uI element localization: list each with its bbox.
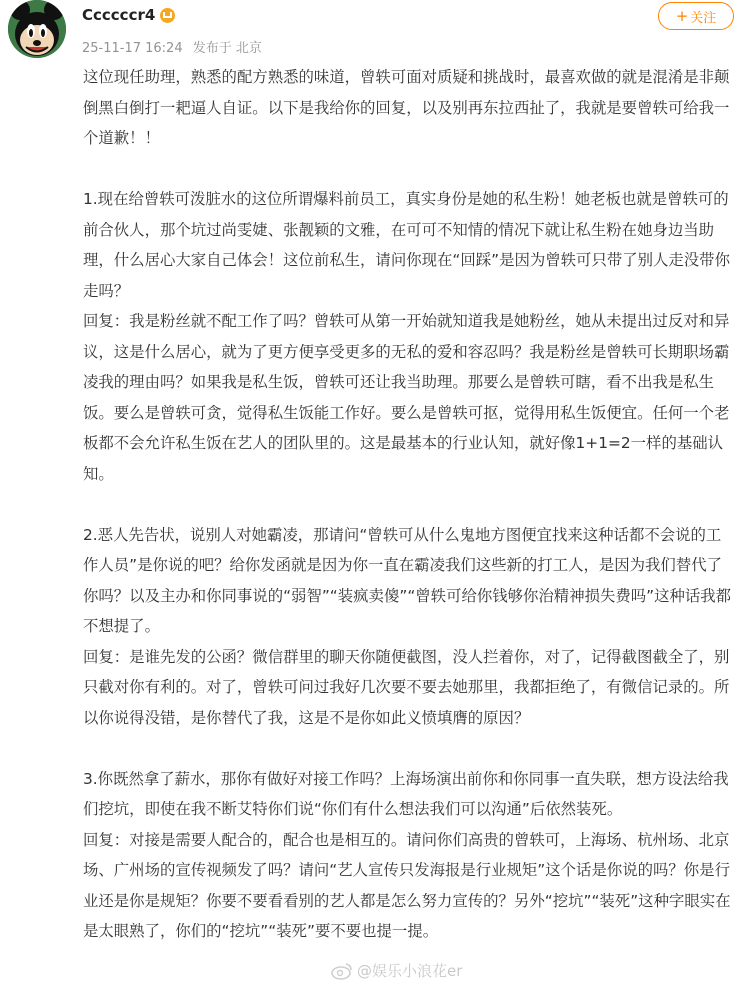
post-content bbox=[83, 62, 735, 947]
plus-icon: + bbox=[675, 7, 689, 25]
post-meta bbox=[82, 37, 268, 56]
post-location: 发布于 北京 bbox=[192, 41, 262, 56]
watermark bbox=[331, 960, 462, 981]
post-date[interactable]: 25-11-17 16:24 bbox=[82, 41, 183, 56]
username[interactable] bbox=[82, 6, 175, 24]
weibo-logo-icon bbox=[331, 962, 353, 980]
paragraph-a3: 回复：对接是需要人配合的，配合也是相互的。请问你们高贵的曾轶可，上海场、杭州场、北京场、广州场的宣传视频发了吗？请问“艺人宣传只发海报是行业规矩”这个话是你说的吗？你是行业还是你是规矩？你要不要看看别的艺人都是怎么努力宣传的？另外“挖坑”“装死”这种字眼实在是太眼熟了，你们的“挖坑”“装死”要不要也提一提。 bbox=[83, 830, 731, 940]
username-text[interactable]: Ccccccr4 bbox=[82, 6, 156, 24]
paragraph-q2: 2.恶人先告状，说别人对她霸凌，那请问“曾轶可从什么鬼地方图便宜找来这种话都不会说的工作人员”是你说的吧？给你发函就是因为你一直在霸凌我们这些新的打工人，是因为我们替代了你吗？以及主办和你同事说的“弱智”“装疯卖傻”“曾轶可给你钱够你治精神损失费吗”这种话我都不想提了。 bbox=[83, 525, 732, 635]
paragraph-a2: 回复：是谁先发的公函？微信群里的聊天你随便截图，没人拦着你，对了，记得截图截全了，别只截对你有利的。对了，曾轶可问过我好几次要不要去她那里，我都拒绝了，有微信记录的。所以你说得没错，是你替代了我，这是不是你如此义愤填膺的原因？ bbox=[83, 647, 730, 727]
vip-badge-icon bbox=[160, 8, 175, 23]
paragraph-spacer bbox=[83, 733, 735, 764]
paragraph-q3: 3.你既然拿了薪水，那你有做好对接工作吗？上海场演出前你和你同事一直失联，想方设法给我们挖坑，即使在我不断艾特你们说“你们有什么想法我们可以沟通”后依然装死。 bbox=[83, 769, 729, 818]
avatar[interactable] bbox=[8, 0, 66, 58]
mickey-avatar-icon bbox=[8, 0, 66, 58]
paragraph-q1: 1.现在给曾轶可泼脏水的这位所谓爆料前员工，真实身份是她的私生粉！她老板也就是曾轶可的前合伙人，那个坑过尚雯婕、张靓颖的文雅，在可可不知情的情况下就让私生粉在她身边当助理，什么居心大家自己体会！这位前私生，请问你现在“回踩”是因为曾轶可只带了别人走没带你走吗？ bbox=[83, 190, 730, 300]
paragraph-spacer bbox=[83, 154, 735, 185]
paragraph-intro: 这位现任助理，熟悉的配方熟悉的味道，曾轶可面对质疑和挑战时，最喜欢做的就是混淆是非颠倒黑白倒打一耙逼人自证。以下是我给你的回复，以及别再东拉西扯了，我就是要曾轶可给我一个道歉！！ bbox=[83, 68, 730, 147]
paragraph-spacer bbox=[83, 489, 735, 520]
watermark-text: @娱乐小浪花er bbox=[357, 962, 463, 980]
follow-label: 关注 bbox=[690, 10, 717, 26]
paragraph-a1: 回复：我是粉丝就不配工作了吗？曾轶可从第一开始就知道我是她粉丝，她从未提出过反对和异议，这是什么居心，就为了更方便享受更多的无私的爱和容忍吗？我是粉丝是曾轶可长期职场霸凌我的理由吗？如果我是私生饭，曾轶可还让我当助理。那要么是曾轶可瞎，看不出我是私生饭。要么是曾轶可贪，觉得私生饭能工作好。要么是曾轶可抠，觉得用私生饭便宜。任何一个老板都不会允许私生饭在艺人的团队里的。这是最基本的行业认知，就好像1+1=2一样的基础认知。 bbox=[83, 312, 730, 483]
follow-button[interactable] bbox=[658, 2, 734, 30]
